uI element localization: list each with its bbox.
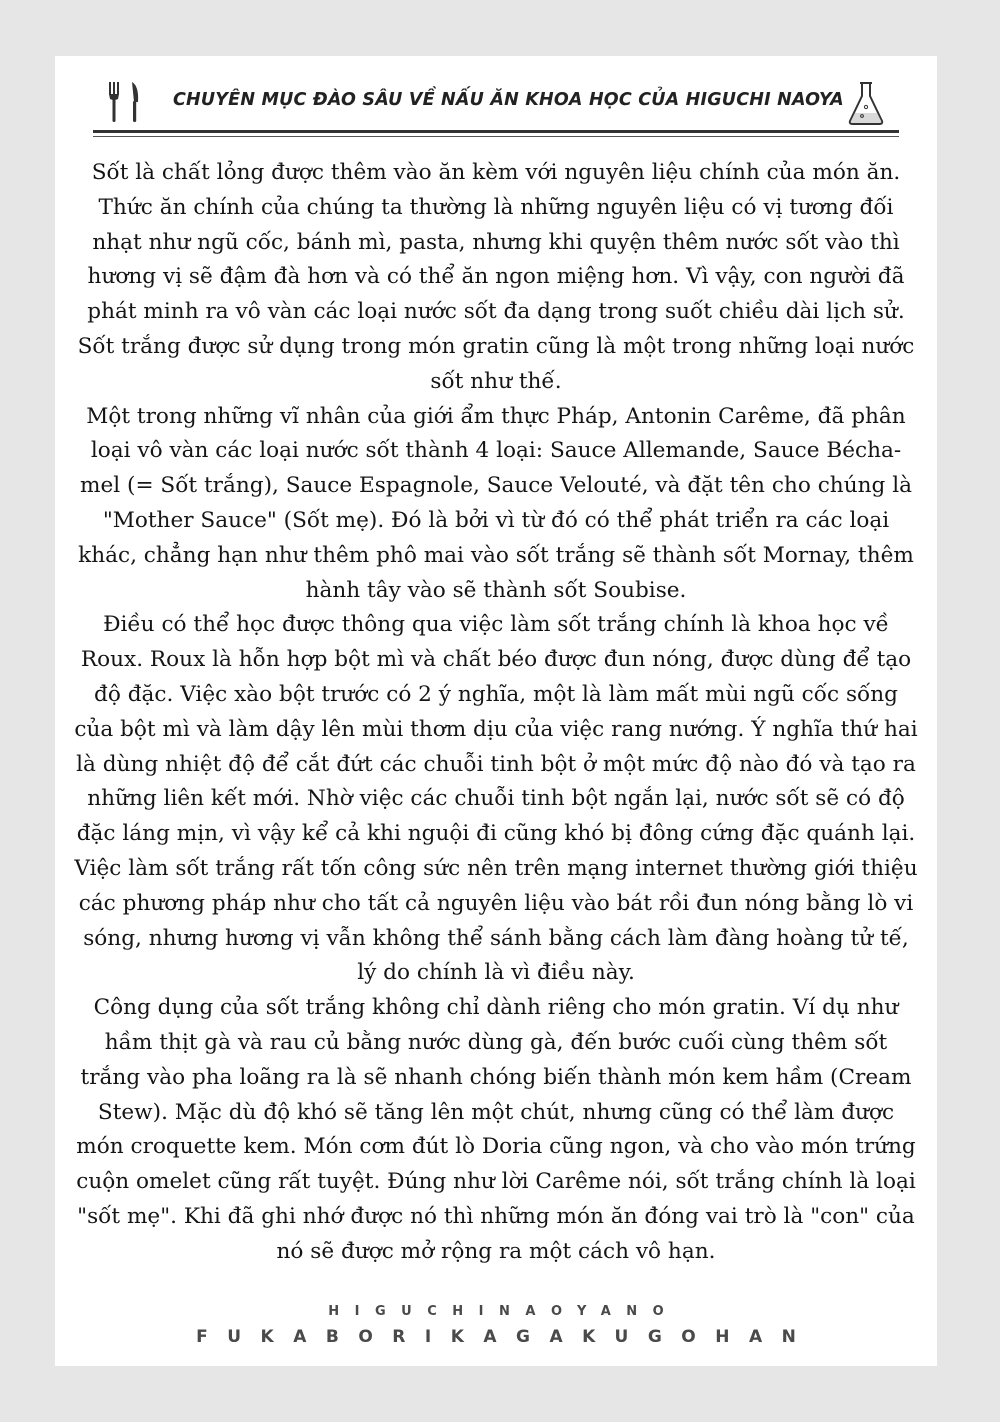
article-body xyxy=(73,156,919,1270)
footer-line-2: FUKABORIKAGAKUGOHAN xyxy=(196,1327,816,1347)
column-header xyxy=(93,78,899,138)
flask-icon xyxy=(847,80,885,126)
paragraph-1: Sốt là chất lỏng được thêm vào ăn kèm với nguyên liệu chính của món ăn. Thức ăn chính của chúng ta thường là những nguyên liệu có vị tương đối nhạt như ngũ cốc, bánh mì, pasta, nhưng khi quyện thêm nước sốt vào thì hương vị sẽ đậm đà hơn và có thể ăn ngon miệng hơn. Vì vậy, con người đã phát minh ra vô vàn các loại nước sốt đa dạng trong suốt chiều dài lịch sử. Sốt trắng được sử dụng trong món gratin cũng là một trong những loại nước sốt như thế. xyxy=(77,160,915,394)
paragraph-4: Công dụng của sốt trắng không chỉ dành riêng cho món gratin. Ví dụ như hầm thịt gà và rau củ bằng nước dùng gà, đến bước cuối cùng thêm sốt trắng vào pha loãng ra là sẽ nhanh chóng biến thành món kem hầm (Cream Stew). Mặc dù độ khó sẽ tăng lên một chút, nhưng cũng có thể làm được món croquette kem. Món cơm đút lò Doria cũng ngon, và cho vào món trứng cuộn omelet cũng rất tuyệt. Đúng như lời Carême nói, sốt trắng chính là loại "sốt mẹ". Khi đã ghi nhớ được nó thì những món ăn đóng vai trò là "con" của nó sẽ được mở rộng ra một cách vô hạn. xyxy=(76,995,916,1264)
paragraph-2: Một trong những vĩ nhân của giới ẩm thực Pháp, Antonin Carême, đã phân loại vô vàn các loại nước sốt thành 4 loại: Sauce Allemande, Sauce Bécha-mel (= Sốt trắng), Sauce Espagnole, Sauce Velouté, và đặt tên cho chúng là "Mother Sauce" (Sốt mẹ). Đó là bởi vì từ đó có thể phát triển ra các loại khác, chẳng hạn như thêm phô mai vào sốt trắng sẽ thành sốt Mornay, thêm hành tây vào sẽ thành sốt Soubise. xyxy=(78,403,914,603)
header-rule-thin xyxy=(93,136,899,137)
footer-line-1: HIGUCHINAOYANO xyxy=(328,1304,680,1319)
paragraph-3: Điều có thể học được thông qua việc làm sốt trắng chính là khoa học về Roux. Roux là hỗn hợp bột mì và chất béo được đun nóng, được dùng để tạo độ đặc. Việc xào bột trước có 2 ý nghĩa, một là làm mất mùi ngũ cốc sống của bột mì và làm dậy lên mùi thơm dịu của việc rang nướng. Ý nghĩa thứ hai là dùng nhiệt độ để cắt đứt các chuỗi tinh bột ở một mức độ nào đó và tạo ra những liên kết mới. Nhờ việc các chuỗi tinh bột ngắn lại, nước sốt sẽ có độ đặc láng mịn, vì vậy kể cả khi nguội đi cũng khó bị đông cứng đặc quánh lại. Việc làm sốt trắng rất tốn công sức nên trên mạng internet thường giới thiệu các phương pháp như cho tất cả nguyên liệu vào bát rồi đun nóng bằng lò vi sóng, nhưng hương vị vẫn không thể sánh bằng cách làm đàng hoàng tử tế, lý do chính là vì điều này. xyxy=(74,612,918,986)
footer-logo xyxy=(55,1302,937,1350)
fork-knife-icon xyxy=(105,80,145,124)
column-title: CHUYÊN MỤC ĐÀO SÂU VỀ NẤU ĂN KHOA HỌC CỦA HIGUCHI NAOYA xyxy=(173,90,844,110)
page xyxy=(55,56,937,1366)
header-rule-thick xyxy=(93,130,899,133)
